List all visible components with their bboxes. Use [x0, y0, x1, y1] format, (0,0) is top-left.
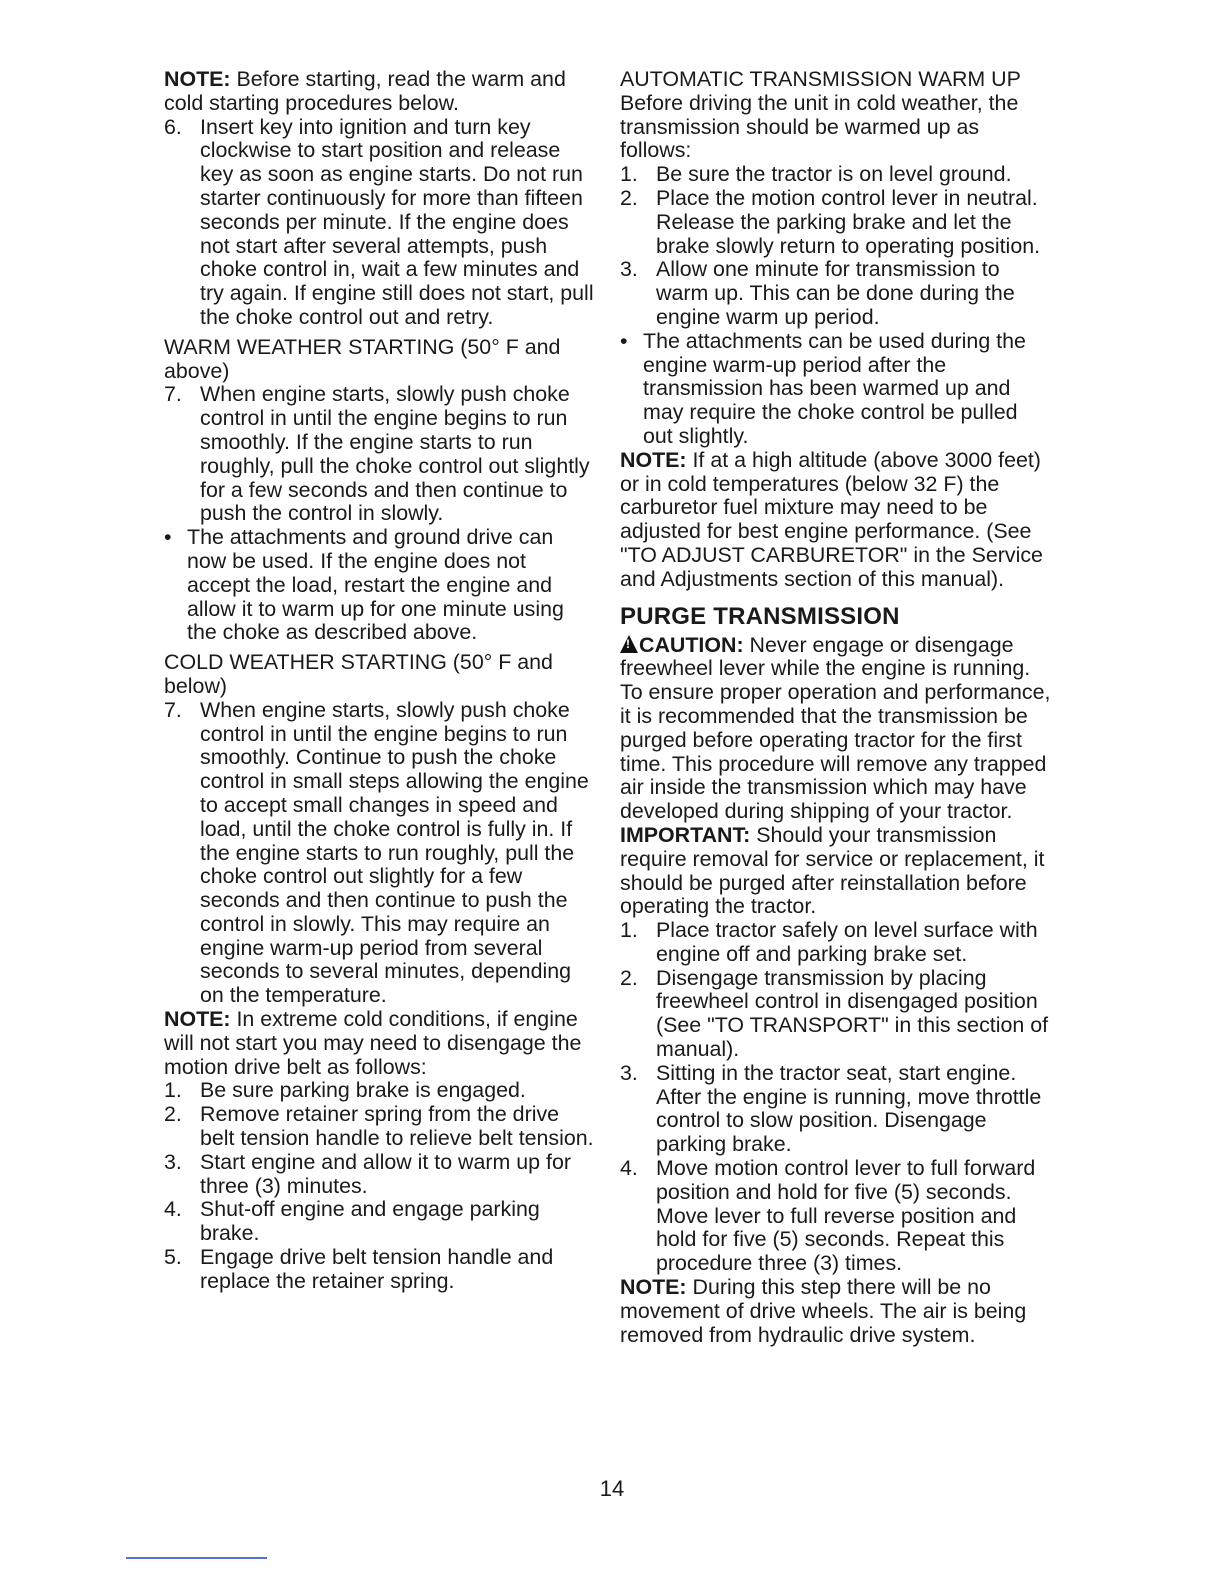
- item-text: The attachments can be used during the engine warm-up period after the transmission has been warmed up and may require the choke control be pulled out slightly.: [643, 328, 1026, 448]
- bullet-item: [620, 330, 1052, 449]
- note-text: If at a high altitude (above 3000 feet) or in cold temperatures (below 32 F) the carburetor fuel mixture may need to be adjusted for best engine performance. (See "TO ADJUST CARBURETOR" in the Service and Adjustments section of this manual).: [620, 447, 1043, 591]
- item-number: 2.: [620, 965, 638, 990]
- item-text: Shut-off engine and engage parking brake.: [200, 1197, 540, 1246]
- list-item: [620, 1157, 1052, 1276]
- list-item: [164, 1079, 594, 1103]
- list-item: [164, 1103, 594, 1151]
- note-text: Before starting, read the warm and cold starting procedures below.: [164, 67, 566, 115]
- item-text: The attachments and ground drive can now be used. If the engine does not accept the load, restart the engine and allow it to warm up for one minute using the choke as described above.: [187, 525, 564, 645]
- purge-transmission-heading: PURGE TRANSMISSION: [620, 602, 900, 630]
- note-starting: [164, 68, 594, 116]
- footer-rule: [126, 1557, 267, 1559]
- item-text: Start engine and allow it to warm up for three (3) minutes.: [200, 1149, 571, 1198]
- item-number: 4.: [620, 1156, 638, 1181]
- caution-label: CAUTION:: [639, 632, 744, 657]
- item-text: Be sure the tractor is on level ground.: [656, 162, 1012, 187]
- item-text: Disengage transmission by placing freewheel control in disengaged position (See "TO TRANSPORT" in this section of manual).: [656, 965, 1049, 1062]
- note-label: NOTE:: [164, 1007, 231, 1032]
- item-text: Be sure parking brake is engaged.: [200, 1078, 526, 1103]
- item-number: 1.: [164, 1078, 182, 1103]
- item-text: Place tractor safely on level surface with engine off and parking brake set.: [656, 918, 1038, 966]
- list-item: [620, 163, 1052, 187]
- important-notice: [620, 824, 1052, 919]
- note-label: NOTE:: [164, 67, 231, 91]
- cold-weather-heading: COLD WEATHER STARTING (50° F and below): [164, 650, 553, 698]
- bullet-icon: •: [164, 525, 172, 550]
- caution-notice: [620, 634, 1052, 682]
- item-text: Place the motion control lever in neutral. Release the parking brake and let the brake slowly return to operating position.: [656, 185, 1041, 258]
- item-number: 7.: [164, 697, 182, 722]
- note-label: NOTE:: [620, 1275, 687, 1300]
- list-item: [620, 187, 1052, 258]
- list-item: [164, 1246, 594, 1294]
- important-text: Should your transmission require removal for service or replacement, it should be purged after reinstallation before operating the tractor.: [620, 822, 1045, 919]
- item-number: 2.: [164, 1102, 182, 1127]
- item-number: 1.: [620, 918, 638, 943]
- auto-transmission-heading: AUTOMATIC TRANSMISSION WARM UP: [620, 67, 1021, 91]
- item-number: 3.: [620, 1060, 638, 1085]
- item-number: 7.: [164, 382, 182, 407]
- note-text: In extreme cold conditions, if engine will not start you may need to disengage the motion drive belt as follows:: [164, 1007, 582, 1079]
- list-item: [620, 919, 1052, 967]
- important-label: IMPORTANT:: [620, 822, 751, 847]
- item-text: Insert key into ignition and turn key clockwise to start position and release key as soon as engine starts. Do not run starter continuously for more than fifteen seconds per minute. If the engine does not start after several attempts, push choke control in, wait a few minutes and try again. If engine still does not start, pull the choke control out and retry.: [200, 114, 594, 329]
- item-number: 6.: [164, 114, 182, 139]
- warning-triangle-icon: [620, 635, 638, 653]
- item-text: When engine starts, slowly push choke control in until the engine begins to run smoothly. Continue to push the choke control in small steps allowing the engine to accept small changes in speed and load, until the choke control is fully in. If the engine starts to run roughly, pull the choke control out slightly for a few seconds and then continue to push the control in slowly. This may require an engine warm-up period from several seconds to several minutes, depending on the temperature.: [200, 697, 589, 1008]
- note-label: NOTE:: [620, 447, 687, 472]
- page-number: 14: [599, 1476, 625, 1501]
- note-extreme-cold: [164, 1008, 594, 1079]
- item-number: 4.: [164, 1197, 182, 1222]
- list-item: [620, 1062, 1052, 1157]
- list-item: [164, 1151, 594, 1199]
- item-number: 2.: [620, 185, 638, 210]
- right-column: [620, 68, 1052, 1347]
- list-item: [164, 699, 594, 1008]
- auto-intro: Before driving the unit in cold weather, the transmission should be warmed up as follows:: [620, 90, 1019, 163]
- item-text: Move motion control lever to full forward position and hold for five (5) seconds. Move lever to full reverse position and hold for five (5) seconds. Repeat this procedure three (3) times.: [656, 1156, 1036, 1276]
- item-number: 5.: [164, 1245, 182, 1270]
- item-text: Engage drive belt tension handle and replace the retainer spring.: [200, 1245, 554, 1293]
- item-number: 1.: [620, 162, 638, 187]
- list-item: [164, 116, 594, 330]
- list-item: [620, 258, 1052, 329]
- note-drive-wheels: [620, 1276, 1052, 1347]
- note-text: During this step there will be no movement of drive wheels. The air is being removed from hydraulic drive system.: [620, 1275, 1027, 1347]
- item-number: 3.: [164, 1149, 182, 1174]
- note-altitude: [620, 449, 1052, 592]
- bullet-item: [164, 526, 594, 645]
- item-text: Sitting in the tractor seat, start engine. After the engine is running, move throttle control to slow position. Disengage parking brake.: [656, 1060, 1042, 1157]
- warm-weather-heading: WARM WEATHER STARTING (50° F and above): [164, 334, 561, 383]
- item-text: Remove retainer spring from the drive belt tension handle to relieve belt tension.: [200, 1102, 594, 1151]
- left-column: [164, 68, 594, 1294]
- purge-intro: To ensure proper operation and performance, it is recommended that the transmission be purged before operating tractor for the first time. This procedure will remove any trapped air inside the transmission which may have developed during shipping of your tractor.: [620, 680, 1051, 824]
- item-text: When engine starts, slowly push choke control in until the engine begins to run smoothly. If the engine starts to run roughly, pull the choke control out slightly for a few seconds and then continue to push the control in slowly.: [200, 382, 590, 526]
- list-item: [620, 967, 1052, 1062]
- caution-text: Never engage or disengage freewheel lever while the engine is running.: [620, 632, 1031, 681]
- item-text: Allow one minute for transmission to warm up. This can be done during the engine warm up period.: [656, 257, 1015, 329]
- bullet-icon: •: [620, 328, 628, 353]
- list-item: [164, 383, 594, 526]
- list-item: [164, 1198, 594, 1246]
- item-number: 3.: [620, 257, 638, 282]
